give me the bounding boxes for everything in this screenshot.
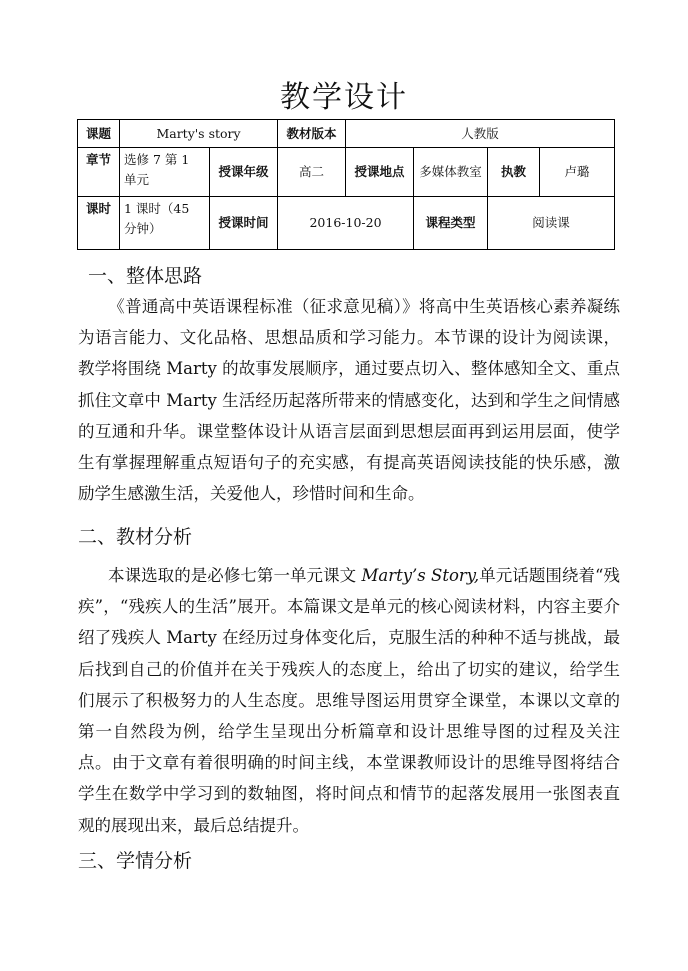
lesson-info-table xyxy=(77,119,615,250)
overall-text: 《普通高中英语课程标准（征求意见稿）》将高中生英语核心素养凝练为语言能力、文化品格、思想品质和学习能力。本节课的设计为阅读课，教学将围绕 Marty 的故事发展顺序，通过要点切入、整体感知全文、重点抓住文章中 Marty 生活经历起落所带来的情感变化，达到和学生之间情感的互通和升华。课堂整体设计从语言层面到思想层面再到运用层面，使学生有掌握理解重点短语句子的充实感，有提高英语阅读技能的快乐感，激励学生感激生活，关爱他人，珍惜时间和生命。 xyxy=(78,297,620,504)
document-title: 教学设计 xyxy=(280,80,408,115)
textbook-value: 人教版 xyxy=(346,120,615,148)
hours-label: 课时 xyxy=(78,197,120,250)
section-body-textbook xyxy=(78,560,620,841)
location-value: 多媒体教室 xyxy=(414,148,488,197)
type-value: 阅读课 xyxy=(488,197,615,250)
chapter-value: 选修 7 第 1 单元 xyxy=(120,148,210,197)
table-row xyxy=(78,120,615,148)
type-label: 课程类型 xyxy=(414,197,488,250)
section-body-overall xyxy=(78,291,620,509)
grade-label: 授课年级 xyxy=(210,148,278,197)
section-heading-students: 三、学情分析 xyxy=(78,850,193,872)
hours-value: 1 课时（45 分钟） xyxy=(120,197,210,250)
table-row xyxy=(78,148,615,197)
section-heading-overall: 一、整体思路 xyxy=(88,265,203,287)
section-heading-textbook: 二、教材分析 xyxy=(78,526,193,548)
textbook-text-after: 单元话题围绕着“残疾”，“残疾人的生活”展开。本篇课文是单元的核心阅读材料，内容主要介绍了残疾人 Marty 在经历过身体变化后，克服生活的种种不适与挑战，最后找到自己的价值并在关于残疾人的态度上，给出了切实的建议，给学生们展示了积极努力的人生态度。思维导图运用贯穿全课堂，本课以文章的第一自然段为例，给学生呈现出分析篇章和设计思维导图的过程及关注点。由于文章有着很明确的时间主线，本堂课教师设计的思维导图将结合学生在数学中学习到的数轴图，将时间点和情节的起落发展用一张图表直观的展现出来，最后总结提升。 xyxy=(78,566,620,835)
location-label: 授课地点 xyxy=(346,148,414,197)
topic-value: Marty's story xyxy=(120,120,278,148)
teacher-label: 执教 xyxy=(488,148,540,197)
chapter-label: 章节 xyxy=(78,148,120,197)
grade-value: 高二 xyxy=(278,148,346,197)
date-label: 授课时间 xyxy=(210,197,278,250)
date-value: 2016-10-20 xyxy=(278,197,414,250)
teacher-value: 卢璐 xyxy=(540,148,615,197)
textbook-text-before: 本课选取的是必修七第一单元课文 xyxy=(108,566,362,585)
textbook-text-title: Marty’s Story, xyxy=(361,566,480,585)
textbook-label: 教材版本 xyxy=(278,120,346,148)
topic-label: 课题 xyxy=(78,120,120,148)
table-row xyxy=(78,197,615,250)
